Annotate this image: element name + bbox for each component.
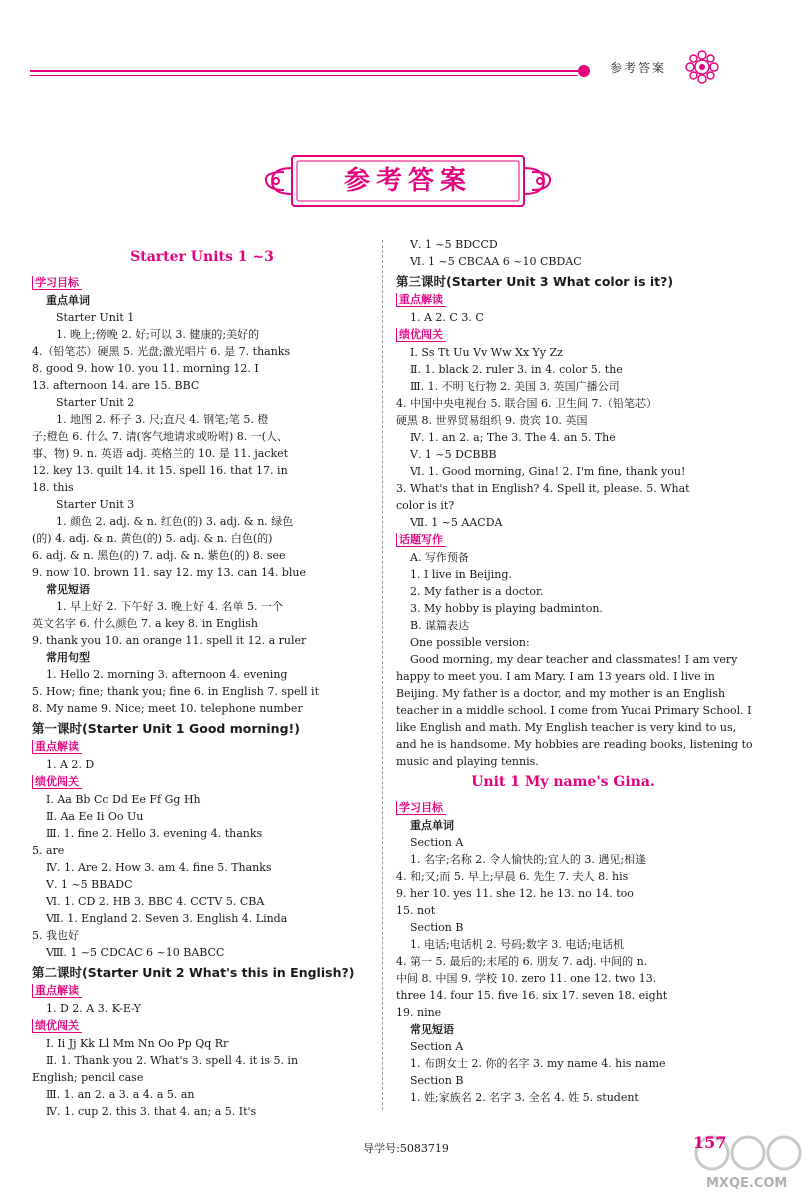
guide-number: 导学号:5083719 xyxy=(363,1142,449,1155)
answer-line: 1. 地图 2. 杯子 3. 尺;直尺 4. 钢笔;笔 5. 橙 xyxy=(56,413,269,426)
answer-line: 9. her 10. yes 11. she 12. he 13. no 14. too xyxy=(396,887,634,900)
subsection-heading: 重点单词 xyxy=(46,294,90,307)
section-tag-label: 重点解读 xyxy=(32,740,82,754)
answer-line: Section B xyxy=(410,1074,464,1087)
answer-line: Ⅰ. Aa Bb Cc Dd Ee Ff Gg Hh xyxy=(46,793,201,806)
section-tag xyxy=(396,531,730,549)
answer-line: color is it? xyxy=(396,499,455,512)
answer-line: Ⅲ. 1. an 2. a 3. a 4. a 5. an xyxy=(46,1088,195,1101)
answer-line: 1. 早上好 2. 下午好 3. 晚上好 4. 名单 5. 一个 xyxy=(56,600,283,613)
answer-line: English; pencil case xyxy=(32,1071,144,1084)
answer-line: Starter Unit 3 xyxy=(56,498,135,511)
section-tag-label: 重点解读 xyxy=(396,293,446,307)
section-tag xyxy=(32,773,372,791)
answer-line: 1. D 2. A 3. K-E-Y xyxy=(46,1002,141,1015)
section-tag-label: 绩优闯关 xyxy=(32,1019,82,1033)
unit-heading: Starter Units 1 ~3 xyxy=(130,249,274,265)
answer-line: One possible version: xyxy=(410,636,530,649)
answer-line: and he is handsome. My hobbies are reading books, listening to xyxy=(396,738,753,751)
subsection-heading: 常见短语 xyxy=(46,583,90,596)
section-tag xyxy=(32,738,372,756)
watermark-text: MXQE.COM xyxy=(706,1176,788,1191)
answer-line: 事、物) 9. n. 英语 adj. 英格兰的 10. 是 11. jacket xyxy=(32,447,289,460)
header-dot-icon xyxy=(578,65,590,77)
page-title: 参考答案 xyxy=(343,166,472,196)
answer-line: 19. nine xyxy=(396,1006,442,1019)
answer-line: Good morning, my dear teacher and classmates! I am very xyxy=(410,653,738,666)
answer-line: 中间 8. 中国 9. 学校 10. zero 11. one 12. two 13. xyxy=(396,972,657,985)
answer-line: 1. 颜色 2. adj. & n. 红色(的) 3. adj. & n. 绿色 xyxy=(56,515,294,528)
answer-line: 18. this xyxy=(32,481,74,494)
answer-line: Starter Unit 2 xyxy=(56,396,135,409)
header-label: 参考答案 xyxy=(610,61,667,75)
section-tag xyxy=(32,1017,372,1035)
answer-line: (的) 4. adj. & n. 黄色(的) 5. adj. & n. 白色(的) xyxy=(32,532,273,545)
answer-line: Ⅵ. 1. CD 2. HB 3. BBC 4. CCTV 5. CBA xyxy=(46,895,265,908)
answer-line: 英文名字 6. 什么颜色 7. a key 8. in English xyxy=(32,617,258,630)
answer-line: 1. A 2. D xyxy=(46,758,95,771)
answer-line: Ⅲ. 1. fine 2. Hello 3. evening 4. thanks xyxy=(46,827,263,840)
answer-line: 4. 和;又;而 5. 早上;早晨 6. 先生 7. 夫人 8. his xyxy=(396,870,629,883)
answer-line: Section A xyxy=(410,836,464,849)
section-tag xyxy=(396,799,730,817)
answer-line: 9. now 10. brown 11. say 12. my 13. can 14. blue xyxy=(32,566,306,579)
section-tag xyxy=(396,326,730,344)
answer-line: 1. 晚上;傍晚 2. 好;可以 3. 健康的;美好的 xyxy=(56,328,260,341)
answer-line: A. 写作预备 xyxy=(410,551,469,564)
answer-line: Ⅴ. 1 ~5 BDCCD xyxy=(410,238,498,251)
lesson-heading: 第二课时(Starter Unit 2 What's this in English?) xyxy=(32,965,355,980)
answer-line: Ⅰ. Ss Tt Uu Vv Ww Xx Yy Zz xyxy=(410,346,563,359)
answer-line: Ⅲ. 1. 不明飞行物 2. 美国 3. 英国广播公司 xyxy=(410,380,620,393)
answer-line: 硬黑 8. 世界贸易组织 9. 贵宾 10. 英国 xyxy=(396,414,588,427)
answer-line: 1. I live in Beijing. xyxy=(410,568,512,581)
answer-line: 4. 第一 5. 最后的;末尾的 6. 朋友 7. adj. 中间的 n. xyxy=(396,955,648,968)
answer-line: 2. My father is a doctor. xyxy=(410,585,544,598)
answer-line: Starter Unit 1 xyxy=(56,311,135,324)
answer-line: Ⅱ. 1. black 2. ruler 3. in 4. color 5. the xyxy=(410,363,623,376)
answer-line: Ⅱ. Aa Ee Ii Oo Uu xyxy=(46,810,144,823)
page-number: 157 xyxy=(693,1133,727,1152)
answer-line: 8. good 9. how 10. you 11. morning 12. I xyxy=(32,362,259,375)
answer-line: Ⅶ. 1 ~5 AACDA xyxy=(410,516,503,529)
answer-line: Beijing. My father is a doctor, and my mother is an English xyxy=(396,687,726,700)
answer-line: 13. afternoon 14. are 15. BBC xyxy=(32,379,200,392)
answer-line: like English and math. My English teacher is very kind to us, xyxy=(396,721,737,734)
answer-line: 1. Hello 2. morning 3. afternoon 4. evening xyxy=(46,668,288,681)
answer-line: 5. 我也好 xyxy=(32,929,79,942)
answer-line: Ⅳ. 1. cup 2. this 3. that 4. an; a 5. It's xyxy=(46,1105,257,1118)
answer-line: 子;橙色 6. 什么 7. 请(客气地请求或吩咐) 8. 一(人、 xyxy=(32,430,289,443)
subsection-heading: 重点单词 xyxy=(410,819,454,832)
subsection-heading: 常见短语 xyxy=(410,1023,454,1036)
answer-line: three 14. four 15. five 16. six 17. seven 18. eight xyxy=(396,989,668,1002)
lesson-heading: 第三课时(Starter Unit 3 What color is it?) xyxy=(396,274,674,289)
section-tag-label: 绩优闯关 xyxy=(32,775,82,789)
answer-line: Ⅶ. 1. England 2. Seven 3. English 4. Linda xyxy=(46,912,288,925)
section-tag xyxy=(396,291,730,309)
answer-line: 5. are xyxy=(32,844,65,857)
answer-line: 3. What's that in English? 4. Spell it, please. 5. What xyxy=(396,482,690,495)
answer-line: 5. How; fine; thank you; fine 6. in English 7. spell it xyxy=(32,685,319,698)
answer-line: music and playing tennis. xyxy=(396,755,539,768)
answer-line: Section B xyxy=(410,921,464,934)
flower-ornament-icon xyxy=(683,48,721,86)
answer-line: Ⅴ. 1 ~5 BBADC xyxy=(46,878,133,891)
unit-heading: Unit 1 My name's Gina. xyxy=(471,774,655,790)
answer-line: happy to meet you. I am Mary. I am 13 years old. I live in xyxy=(396,670,715,683)
answer-line: Ⅷ. 1 ~5 CDCAC 6 ~10 BABCC xyxy=(46,946,225,959)
section-tag-label: 学习目标 xyxy=(32,276,82,290)
answer-line: Section A xyxy=(410,1040,464,1053)
section-tag xyxy=(32,982,372,1000)
column-divider xyxy=(382,240,384,1110)
answer-line: Ⅵ. 1 ~5 CBCAA 6 ~10 CBDAC xyxy=(410,255,582,268)
section-tag xyxy=(32,274,372,292)
subsection-heading: 常用句型 xyxy=(46,651,90,664)
section-tag-label: 话题写作 xyxy=(396,533,446,547)
answer-line: 15. not xyxy=(396,904,436,917)
answer-line: teacher in a middle school. I come from Yucai Primary School. I xyxy=(396,704,752,717)
answer-line: 1. 姓;家族名 2. 名字 3. 全名 4. 姓 5. student xyxy=(410,1091,639,1104)
answer-line: Ⅳ. 1. an 2. a; The 3. The 4. an 5. The xyxy=(410,431,616,444)
answer-line: 1. A 2. C 3. C xyxy=(410,311,484,324)
answer-line: 1. 名字;名称 2. 令人愉快的;宜人的 3. 遇见;相逢 xyxy=(410,853,647,866)
answer-line: 9. thank you 10. an orange 11. spell it 12. a ruler xyxy=(32,634,307,647)
answer-line: B. 谋篇表达 xyxy=(410,619,470,632)
answer-line: 3. My hobby is playing badminton. xyxy=(410,602,603,615)
answer-line: 6. adj. & n. 黑色(的) 7. adj. & n. 紫色(的) 8. see xyxy=(32,549,286,562)
answer-line: Ⅴ. 1 ~5 DCBBB xyxy=(410,448,497,461)
answer-line: Ⅵ. 1. Good morning, Gina! 2. I'm fine, thank you! xyxy=(410,465,686,478)
lesson-heading: 第一课时(Starter Unit 1 Good morning!) xyxy=(32,721,300,736)
answer-line: Ⅳ. 1. Are 2. How 3. am 4. fine 5. Thanks xyxy=(46,861,272,874)
header-rule xyxy=(30,70,578,72)
answer-line: 4. 中国中央电视台 5. 联合国 6. 卫生间 7.（铅笔芯） xyxy=(396,397,657,410)
header-rule-thin xyxy=(30,75,578,76)
section-tag-label: 学习目标 xyxy=(396,801,446,815)
answer-line: Ⅱ. 1. Thank you 2. What's 3. spell 4. it is 5. in xyxy=(46,1054,299,1067)
left-column xyxy=(32,245,372,1120)
section-tag-label: 绩优闯关 xyxy=(396,328,446,342)
section-tag-label: 重点解读 xyxy=(32,984,82,998)
answer-line: 1. 电话;电话机 2. 号码;数字 3. 电话;电话机 xyxy=(410,938,625,951)
answer-line: 8. My name 9. Nice; meet 10. telephone number xyxy=(32,702,303,715)
answer-line: 4.（铅笔芯）硬黑 5. 光盘;激光唱片 6. 是 7. thanks xyxy=(32,345,291,358)
answer-line: 12. key 13. quilt 14. it 15. spell 16. that 17. in xyxy=(32,464,288,477)
answer-line: 1. 布朗女士 2. 你的名字 3. my name 4. his name xyxy=(410,1057,666,1070)
right-column xyxy=(396,236,753,1106)
answer-line: Ⅰ. Ii Jj Kk Ll Mm Nn Oo Pp Qq Rr xyxy=(46,1037,229,1050)
